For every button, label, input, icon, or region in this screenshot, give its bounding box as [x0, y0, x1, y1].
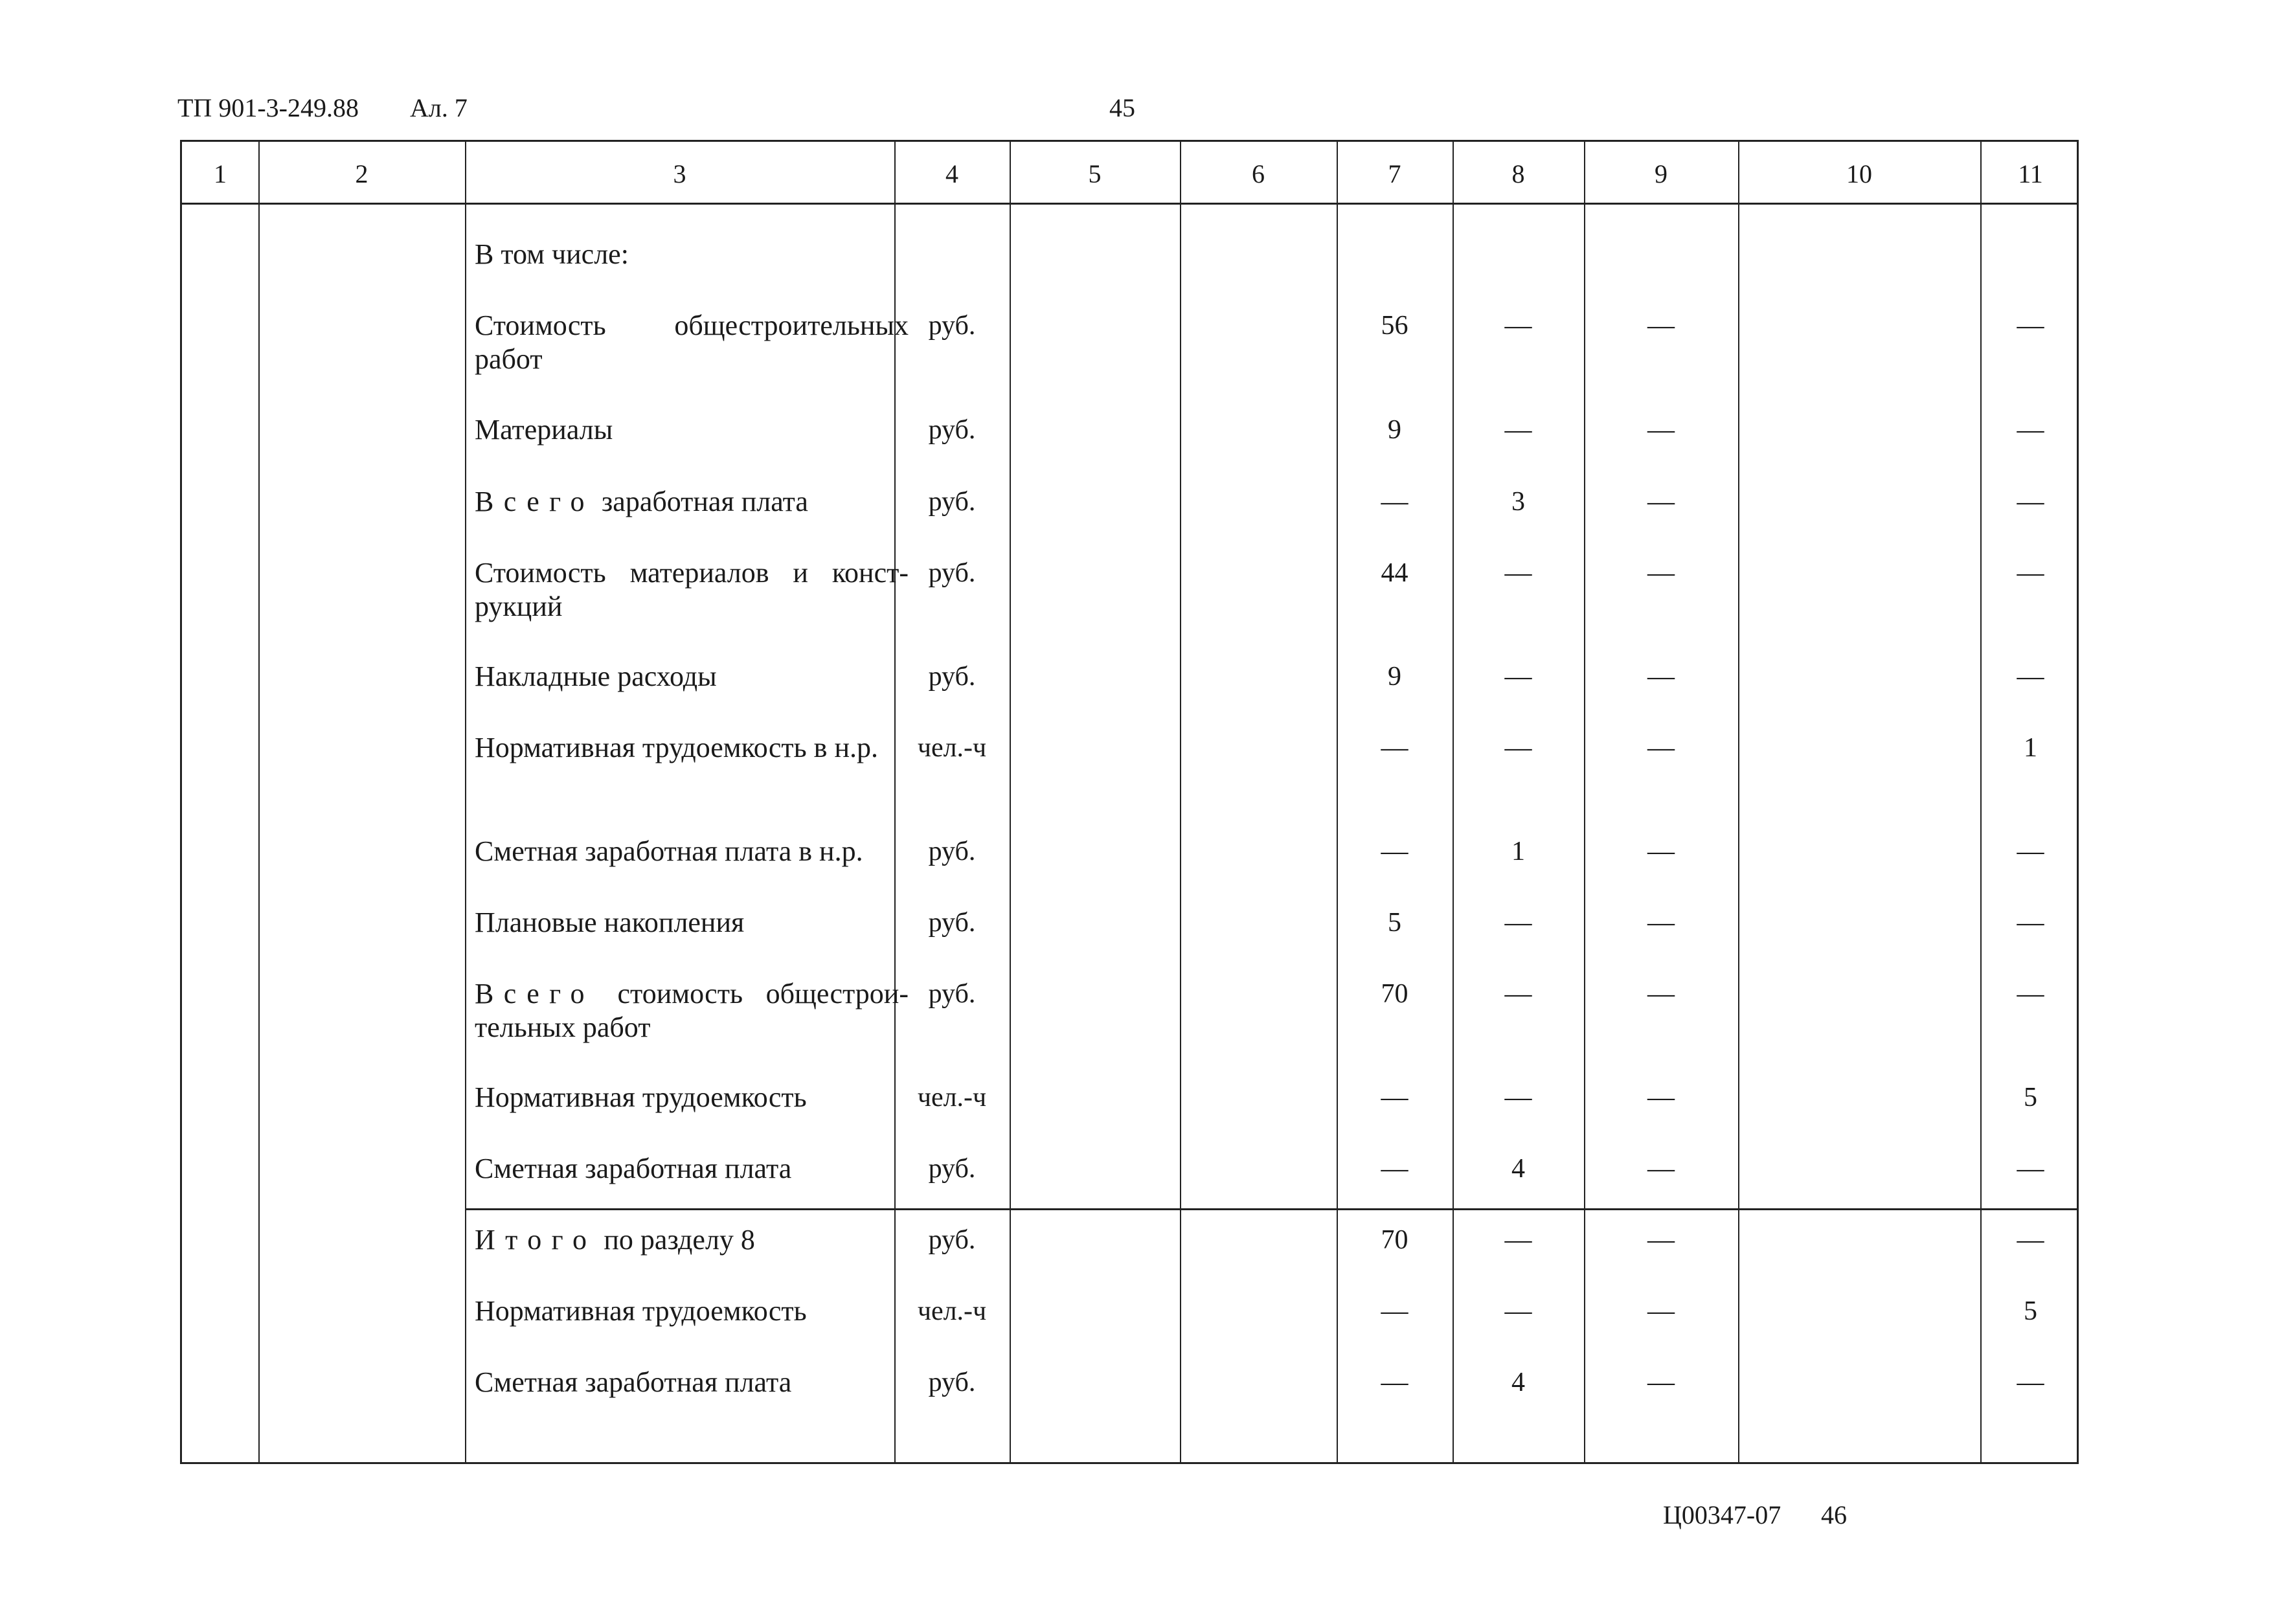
page-number: 45	[1109, 93, 1135, 122]
col8-cell: —	[1504, 1083, 1532, 1112]
row-label: Нормативная трудоемкость	[475, 1081, 807, 1113]
unit-cell: руб.	[928, 908, 976, 938]
row-label: Нормативная трудоемкость	[475, 1295, 807, 1327]
col11-cell: —	[2017, 1154, 2044, 1184]
unit-cell: руб.	[928, 837, 976, 866]
col8-cell: —	[1504, 311, 1532, 341]
label-text: заработная плата	[601, 486, 808, 517]
col8-cell: —	[1504, 558, 1532, 588]
column-number-1: 1	[214, 159, 227, 188]
col11-cell: —	[2017, 979, 2044, 1009]
album-number: Ал. 7	[410, 93, 468, 122]
column-number-11: 11	[2018, 159, 2043, 188]
row-label: Сметная заработная плата в н.р.	[475, 835, 863, 867]
col11-cell: —	[2017, 908, 2044, 938]
label-text: стоимость общестрои-тельных работ	[475, 978, 909, 1043]
row-label: Стоимость общестроительных работ	[475, 310, 909, 375]
column-divider	[1738, 142, 1739, 1462]
column-number-6: 6	[1252, 159, 1265, 188]
col9-cell: —	[1647, 558, 1675, 588]
footer-page-number: 46	[1821, 1500, 1847, 1529]
row-label	[475, 485, 909, 519]
col7-cell: —	[1381, 1296, 1408, 1326]
row-label: Материалы	[475, 414, 613, 445]
unit-cell: руб.	[928, 415, 976, 445]
col7-cell: —	[1381, 1368, 1408, 1397]
row-label: Плановые накопления	[475, 907, 745, 938]
col8-cell: —	[1504, 1225, 1532, 1255]
col7-cell: 44	[1381, 558, 1408, 588]
col8-cell: —	[1504, 1296, 1532, 1326]
col8-cell: 4	[1511, 1154, 1525, 1184]
col11-cell: —	[2017, 837, 2044, 866]
row-label	[475, 1223, 909, 1257]
col7-cell: —	[1381, 1083, 1408, 1112]
column-number-4: 4	[945, 159, 958, 188]
row-label: Стоимость материалов и конст-рукций	[475, 557, 909, 622]
row-label: Накладные расходы	[475, 660, 717, 692]
col8-cell: 1	[1511, 837, 1525, 866]
column-number-7: 7	[1388, 159, 1401, 188]
col8-cell: —	[1504, 979, 1532, 1009]
col11-cell: —	[2017, 311, 2044, 341]
col7-cell: 70	[1381, 1225, 1408, 1255]
label-emphasis: Всего	[475, 978, 594, 1009]
col11-cell: 1	[2024, 733, 2037, 763]
unit-cell: руб.	[928, 662, 976, 692]
col11-cell: —	[2017, 415, 2044, 445]
row-label: Сметная заработная плата	[475, 1153, 792, 1184]
col9-cell: —	[1647, 1083, 1675, 1112]
subtotal-divider	[465, 1208, 2077, 1210]
column-number-5: 5	[1088, 159, 1102, 188]
col8-cell: —	[1504, 908, 1532, 938]
col8-cell: 4	[1511, 1368, 1525, 1397]
col9-cell: —	[1647, 1368, 1675, 1397]
col9-cell: —	[1647, 487, 1675, 517]
unit-cell: чел.-ч	[917, 1296, 987, 1326]
col11-cell: —	[2017, 662, 2044, 692]
column-divider	[1180, 142, 1181, 1462]
label-emphasis: Всего	[475, 486, 594, 517]
col7-cell: 56	[1381, 311, 1408, 341]
col7-cell: 5	[1388, 908, 1401, 938]
col11-cell: —	[2017, 1368, 2044, 1397]
col9-cell: —	[1647, 908, 1675, 938]
row-label: В том числе:	[475, 238, 629, 270]
label-emphasis: Итого	[475, 1224, 597, 1256]
col9-cell: —	[1647, 979, 1675, 1009]
column-number-8: 8	[1511, 159, 1525, 188]
unit-cell: руб.	[928, 311, 976, 341]
column-divider	[258, 142, 260, 1462]
unit-cell: чел.-ч	[917, 733, 987, 763]
col7-cell: 70	[1381, 979, 1408, 1009]
col9-cell: —	[1647, 837, 1675, 866]
row-label: Нормативная трудоемкость в н.р.	[475, 732, 879, 763]
column-number-3: 3	[673, 159, 686, 188]
unit-cell: руб.	[928, 1154, 976, 1184]
row-label	[475, 977, 909, 1044]
unit-cell: чел.-ч	[917, 1083, 987, 1112]
col11-cell: —	[2017, 1225, 2044, 1255]
col9-cell: —	[1647, 1154, 1675, 1184]
unit-cell: руб.	[928, 1225, 976, 1255]
col8-cell: —	[1504, 662, 1532, 692]
column-number-9: 9	[1655, 159, 1668, 188]
col8-cell: —	[1504, 733, 1532, 763]
label-text: по разделу 8	[604, 1224, 755, 1256]
unit-cell: руб.	[928, 979, 976, 1009]
col7-cell: —	[1381, 1154, 1408, 1184]
col7-cell: —	[1381, 733, 1408, 763]
col9-cell: —	[1647, 311, 1675, 341]
unit-cell: руб.	[928, 1368, 976, 1397]
estimate-table	[180, 140, 2079, 1464]
row-label: Сметная заработная плата	[475, 1366, 792, 1398]
document-code: ТП 901-3-249.88	[177, 93, 359, 122]
col9-cell: —	[1647, 733, 1675, 763]
unit-cell: руб.	[928, 487, 976, 517]
col11-cell: —	[2017, 487, 2044, 517]
column-number-10: 10	[1846, 159, 1872, 188]
col11-cell: 5	[2024, 1296, 2037, 1326]
col7-cell: —	[1381, 487, 1408, 517]
column-divider	[465, 142, 466, 1462]
col8-cell: 3	[1511, 487, 1525, 517]
col11-cell: 5	[2024, 1083, 2037, 1112]
footer-code: Ц00347-07	[1663, 1500, 1781, 1529]
unit-cell: руб.	[928, 558, 976, 588]
col9-cell: —	[1647, 1225, 1675, 1255]
column-number-2: 2	[355, 159, 368, 188]
col7-cell: 9	[1388, 415, 1401, 445]
col9-cell: —	[1647, 1296, 1675, 1326]
column-divider	[1010, 142, 1011, 1462]
col11-cell: —	[2017, 558, 2044, 588]
col9-cell: —	[1647, 662, 1675, 692]
col9-cell: —	[1647, 415, 1675, 445]
col7-cell: 9	[1388, 662, 1401, 692]
col7-cell: —	[1381, 837, 1408, 866]
header-divider	[182, 203, 2077, 205]
col8-cell: —	[1504, 415, 1532, 445]
